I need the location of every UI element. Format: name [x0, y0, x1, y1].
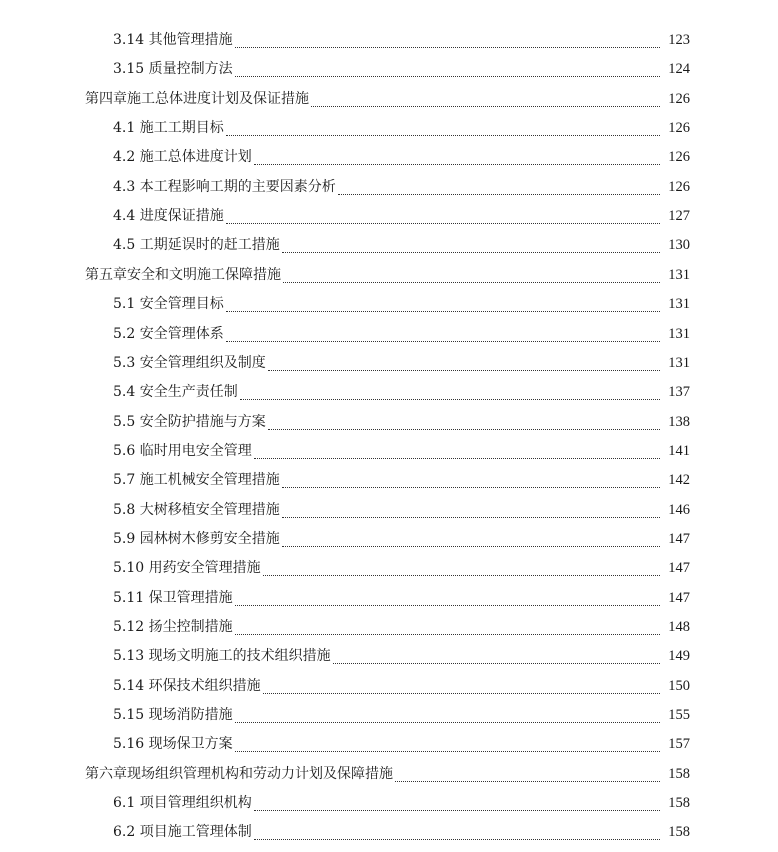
toc-section-title: 5.12 扬尘控制措施	[113, 613, 235, 642]
toc-entry[interactable]	[0, 584, 778, 613]
toc-entry[interactable]	[0, 672, 778, 701]
dot-leader	[226, 310, 690, 312]
toc-entry[interactable]	[0, 466, 778, 495]
toc-page-number: 142	[660, 466, 690, 495]
toc-entry[interactable]	[0, 818, 778, 847]
toc-entry[interactable]	[0, 55, 778, 84]
toc-entry[interactable]	[0, 261, 778, 290]
dot-leader	[235, 604, 690, 606]
toc-section-title: 3.14 其他管理措施	[113, 26, 235, 55]
dot-leader	[254, 838, 690, 840]
toc-section-title: 5.11 保卫管理措施	[113, 584, 235, 613]
dot-leader	[240, 398, 690, 400]
toc-page-number: 131	[660, 349, 690, 378]
toc-entry[interactable]	[0, 173, 778, 202]
dot-leader	[235, 75, 690, 77]
toc-section-title: 5.8 大树移植安全管理措施	[113, 496, 282, 525]
toc-section-title: 4.3 本工程影响工期的主要因素分析	[113, 173, 338, 202]
toc-section-title: 5.2 安全管理体系	[113, 320, 226, 349]
toc-section-title: 5.10 用药安全管理措施	[113, 554, 263, 583]
toc-page-number: 158	[660, 760, 690, 789]
toc-entry[interactable]	[0, 496, 778, 525]
toc-section-title: 5.3 安全管理组织及制度	[113, 349, 268, 378]
toc-page-number: 155	[660, 701, 690, 730]
toc-entry[interactable]	[0, 730, 778, 759]
dot-leader	[226, 340, 690, 342]
toc-page-number: 150	[660, 672, 690, 701]
toc-page-number: 157	[660, 730, 690, 759]
toc-page-number: 148	[660, 613, 690, 642]
toc-section-title: 5.15 现场消防措施	[113, 701, 235, 730]
dot-leader	[338, 193, 690, 195]
toc-page-number: 127	[660, 202, 690, 231]
dot-leader	[226, 222, 690, 224]
toc-entry[interactable]	[0, 613, 778, 642]
dot-leader	[235, 750, 690, 752]
toc-entry[interactable]	[0, 554, 778, 583]
toc-page-number: 158	[660, 818, 690, 847]
dot-leader	[395, 780, 690, 782]
dot-leader	[254, 163, 690, 165]
dot-leader	[282, 516, 690, 518]
toc-section-title: 5.9 园林树木修剪安全措施	[113, 525, 282, 554]
toc-entry[interactable]	[0, 701, 778, 730]
toc-entry[interactable]	[0, 525, 778, 554]
toc-section-title: 3.15 质量控制方法	[113, 55, 235, 84]
dot-leader	[263, 692, 690, 694]
dot-leader	[282, 545, 690, 547]
toc-page-number: 147	[660, 525, 690, 554]
toc-entry[interactable]	[0, 408, 778, 437]
toc-section-title: 4.4 进度保证措施	[113, 202, 226, 231]
toc-page-number: 149	[660, 642, 690, 671]
toc-page-number: 124	[660, 55, 690, 84]
toc-entry[interactable]	[0, 143, 778, 172]
toc-page-number: 126	[660, 143, 690, 172]
toc-section-title: 5.13 现场文明施工的技术组织措施	[113, 642, 333, 671]
toc-page-number: 147	[660, 584, 690, 613]
dot-leader	[254, 809, 690, 811]
dot-leader	[268, 369, 690, 371]
toc-page-number: 138	[660, 408, 690, 437]
toc-page-number: 137	[660, 378, 690, 407]
toc-page-number: 126	[660, 114, 690, 143]
toc-section-title: 5.5 安全防护措施与方案	[113, 408, 268, 437]
toc-section-title: 4.2 施工总体进度计划	[113, 143, 254, 172]
toc-page-number: 126	[660, 85, 690, 114]
dot-leader	[254, 457, 690, 459]
dot-leader	[283, 281, 690, 283]
toc-entry[interactable]	[0, 26, 778, 55]
dot-leader	[268, 428, 690, 430]
toc-chapter-title: 第四章施工总体进度计划及保证措施	[85, 85, 311, 114]
toc-section-title: 5.16 现场保卫方案	[113, 730, 235, 759]
toc-page-number: 131	[660, 320, 690, 349]
dot-leader	[235, 721, 690, 723]
toc-page-number: 130	[660, 231, 690, 260]
toc-section-title: 4.5 工期延误时的赶工措施	[113, 231, 282, 260]
toc-section-title: 5.4 安全生产责任制	[113, 378, 240, 407]
toc-entry[interactable]	[0, 437, 778, 466]
toc-section-title: 5.14 环保技术组织措施	[113, 672, 263, 701]
dot-leader	[235, 46, 690, 48]
toc-chapter-title: 第六章现场组织管理机构和劳动力计划及保障措施	[85, 760, 395, 789]
toc-page-number: 146	[660, 496, 690, 525]
toc-entry[interactable]	[0, 320, 778, 349]
toc-section-title: 5.7 施工机械安全管理措施	[113, 466, 282, 495]
dot-leader	[311, 105, 690, 107]
toc-page-number: 131	[660, 261, 690, 290]
dot-leader	[235, 633, 690, 635]
toc-entry[interactable]	[0, 202, 778, 231]
toc-entry[interactable]	[0, 642, 778, 671]
dot-leader	[333, 662, 690, 664]
toc-page-number: 141	[660, 437, 690, 466]
toc-entry[interactable]	[0, 349, 778, 378]
toc-page-number: 123	[660, 26, 690, 55]
toc-entry[interactable]	[0, 789, 778, 818]
dot-leader	[282, 486, 690, 488]
toc-page-number: 131	[660, 290, 690, 319]
toc-entry[interactable]	[0, 290, 778, 319]
toc-entry[interactable]	[0, 378, 778, 407]
toc-entry[interactable]	[0, 760, 778, 789]
toc-page-number: 158	[660, 789, 690, 818]
toc-section-title: 5.6 临时用电安全管理	[113, 437, 254, 466]
toc-entry[interactable]	[0, 85, 778, 114]
toc-entry[interactable]	[0, 231, 778, 260]
toc-section-title: 5.1 安全管理目标	[113, 290, 226, 319]
toc-section-title: 6.2 项目施工管理体制	[113, 818, 254, 847]
dot-leader	[282, 251, 690, 253]
toc-page-number: 126	[660, 173, 690, 202]
toc-chapter-title: 第五章安全和文明施工保障措施	[85, 261, 283, 290]
dot-leader	[226, 134, 690, 136]
toc-section-title: 4.1 施工工期目标	[113, 114, 226, 143]
dot-leader	[263, 574, 690, 576]
toc-page-number: 147	[660, 554, 690, 583]
toc-section-title: 6.1 项目管理组织机构	[113, 789, 254, 818]
toc-entry[interactable]	[0, 114, 778, 143]
